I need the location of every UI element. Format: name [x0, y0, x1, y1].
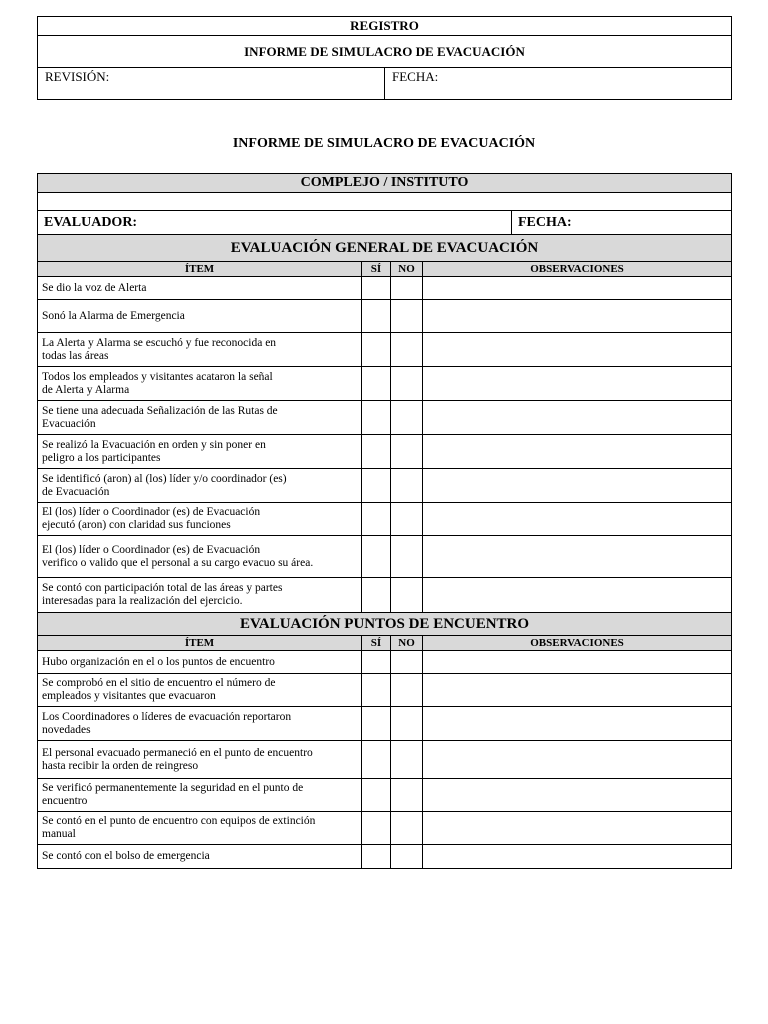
checklist-row	[38, 435, 732, 469]
checklist-item-text	[38, 741, 362, 779]
checklist-item-label: La Alerta y Alarma se escuchó y fue reconocida en todas las áreas	[42, 336, 277, 362]
checklist-row	[38, 812, 732, 845]
checklist-item-label: Se tiene una adecuada Señalización de las Rutas de Evacuación	[42, 404, 278, 430]
checklist-item-text	[38, 536, 362, 578]
checkbox-si[interactable]	[362, 578, 391, 613]
checklist-item-label: Se contó con participación total de las áreas y partes interesadas para la realización del ejercicio.	[42, 582, 283, 607]
checklist-item-label: Se contó en el punto de encuentro con equipos de extinción manual	[42, 815, 316, 840]
checkbox-no[interactable]	[391, 503, 423, 536]
checkbox-si[interactable]	[362, 674, 391, 707]
checkbox-si[interactable]	[362, 300, 391, 333]
column-header-observaciones: OBSERVACIONES	[423, 636, 732, 651]
checkbox-si[interactable]	[362, 741, 391, 779]
checklist-item-text	[38, 435, 362, 469]
observaciones-field[interactable]	[423, 812, 732, 845]
checkbox-no[interactable]	[391, 277, 423, 300]
checklist-row	[38, 300, 732, 333]
column-header-item: ÍTEM	[38, 636, 362, 651]
observaciones-field[interactable]	[423, 469, 732, 503]
checkbox-no[interactable]	[391, 333, 423, 367]
checklist-item-text	[38, 300, 362, 333]
observaciones-field[interactable]	[423, 333, 732, 367]
checkbox-si[interactable]	[362, 367, 391, 401]
checklist-row	[38, 674, 732, 707]
checkbox-no[interactable]	[391, 651, 423, 674]
checklist-row	[38, 578, 732, 613]
checklist-row	[38, 651, 732, 674]
checkbox-si[interactable]	[362, 401, 391, 435]
checklist-row	[38, 503, 732, 536]
column-header-observaciones: OBSERVACIONES	[423, 262, 732, 277]
column-header-no: NO	[391, 636, 423, 651]
section-general-title: EVALUACIÓN GENERAL DE EVACUACIÓN	[38, 235, 732, 262]
section-encuentro-title: EVALUACIÓN PUNTOS DE ENCUENTRO	[38, 613, 732, 636]
checklist-row	[38, 741, 732, 779]
evaluation-form	[37, 173, 732, 869]
observaciones-field[interactable]	[423, 707, 732, 741]
checkbox-si[interactable]	[362, 812, 391, 845]
checklist-item-text	[38, 333, 362, 367]
column-header-no: NO	[391, 262, 423, 277]
checkbox-no[interactable]	[391, 741, 423, 779]
column-header-item: ÍTEM	[38, 262, 362, 277]
checkbox-si[interactable]	[362, 845, 391, 869]
observaciones-field[interactable]	[423, 674, 732, 707]
column-header-si: SÍ	[362, 262, 391, 277]
checklist-row	[38, 277, 732, 300]
observaciones-field[interactable]	[423, 277, 732, 300]
checklist-item-label: Los Coordinadores o líderes de evacuación reportaron novedades	[42, 710, 292, 736]
checklist-row	[38, 469, 732, 503]
checklist-item-text	[38, 503, 362, 536]
observaciones-field[interactable]	[423, 503, 732, 536]
checklist-item-label: Se realizó la Evacuación en orden y sin poner en peligro a los participantes	[42, 438, 266, 464]
checklist-item-label: El personal evacuado permaneció en el punto de encuentro hasta recibir la orden de reingreso	[42, 746, 313, 772]
checkbox-no[interactable]	[391, 401, 423, 435]
checklist-row	[38, 845, 732, 869]
checkbox-si[interactable]	[362, 779, 391, 812]
checklist-item-label: Hubo organización en el o los puntos de encuentro	[42, 655, 275, 668]
checkbox-no[interactable]	[391, 779, 423, 812]
checkbox-si[interactable]	[362, 435, 391, 469]
checklist-item-label: Se comprobó en el sitio de encuentro el número de empleados y visitantes que evacuaron	[42, 677, 276, 702]
checkbox-si[interactable]	[362, 277, 391, 300]
checkbox-no[interactable]	[391, 812, 423, 845]
checkbox-no[interactable]	[391, 435, 423, 469]
observaciones-field[interactable]	[423, 300, 732, 333]
checkbox-si[interactable]	[362, 333, 391, 367]
document-title: INFORME DE SIMULACRO DE EVACUACIÓN	[232, 136, 536, 151]
checklist-item-label: El (los) líder o Coordinador (es) de Evacuación verifico o valido que el personal a su cargo evacuo su área.	[42, 543, 314, 569]
checklist-row	[38, 536, 732, 578]
checklist-item-label: Se dio la voz de Alerta	[42, 281, 147, 294]
checklist-item-label: El (los) líder o Coordinador (es) de Evacuación ejecutó (aron) con claridad sus funciones	[42, 506, 261, 531]
checklist-item-text	[38, 845, 362, 869]
complejo-label: COMPLEJO / INSTITUTO	[38, 174, 732, 193]
checkbox-no[interactable]	[391, 578, 423, 613]
observaciones-field[interactable]	[423, 367, 732, 401]
checkbox-si[interactable]	[362, 707, 391, 741]
checklist-item-label: Todos los empleados y visitantes acataron la señal de Alerta y Alarma	[42, 370, 273, 396]
observaciones-field[interactable]	[423, 578, 732, 613]
checklist-item-text	[38, 707, 362, 741]
checkbox-no[interactable]	[391, 367, 423, 401]
checklist-row	[38, 333, 732, 367]
registro-title: REGISTRO	[38, 17, 732, 36]
checklist-item-label: Se contó con el bolso de emergencia	[42, 850, 210, 862]
checklist-item-label: Sonó la Alarma de Emergencia	[42, 309, 185, 322]
checklist-item-text	[38, 367, 362, 401]
checklist-item-text	[38, 812, 362, 845]
checklist-item-text	[38, 401, 362, 435]
checklist-item-label: Se identificó (aron) al (los) líder y/o coordinador (es) de Evacuación	[42, 472, 287, 498]
checkbox-no[interactable]	[391, 300, 423, 333]
observaciones-field[interactable]	[423, 651, 732, 674]
header-subtitle: INFORME DE SIMULACRO DE EVACUACIÓN	[38, 36, 732, 68]
header-date-field[interactable]: FECHA:	[385, 68, 732, 100]
observaciones-field[interactable]	[423, 435, 732, 469]
checkbox-si[interactable]	[362, 469, 391, 503]
document-header	[37, 16, 732, 100]
observaciones-field[interactable]	[423, 536, 732, 578]
checklist-item-text	[38, 277, 362, 300]
checklist-row	[38, 779, 732, 812]
checklist-item-text	[38, 779, 362, 812]
checkbox-no[interactable]	[391, 536, 423, 578]
observaciones-field[interactable]	[423, 401, 732, 435]
checklist-item-text	[38, 651, 362, 674]
checkbox-no[interactable]	[391, 707, 423, 741]
checkbox-no[interactable]	[391, 845, 423, 869]
checklist-row	[38, 401, 732, 435]
checklist-row	[38, 367, 732, 401]
complejo-input[interactable]	[38, 193, 732, 211]
checklist-item-text	[38, 469, 362, 503]
checklist-row	[38, 707, 732, 741]
fecha-field[interactable]: FECHA:	[512, 211, 732, 235]
evaluador-field[interactable]: EVALUADOR:	[38, 211, 512, 235]
observaciones-field[interactable]	[423, 779, 732, 812]
revision-field[interactable]: REVISIÓN:	[38, 68, 385, 100]
checklist-item-label: Se verificó permanentemente la seguridad en el punto de encuentro	[42, 782, 304, 807]
checkbox-si[interactable]	[362, 503, 391, 536]
checkbox-no[interactable]	[391, 469, 423, 503]
checkbox-si[interactable]	[362, 651, 391, 674]
checkbox-no[interactable]	[391, 674, 423, 707]
observaciones-field[interactable]	[423, 741, 732, 779]
checkbox-si[interactable]	[362, 536, 391, 578]
observaciones-field[interactable]	[423, 845, 732, 869]
column-header-si: SÍ	[362, 636, 391, 651]
checklist-item-text	[38, 674, 362, 707]
checklist-item-text	[38, 578, 362, 613]
